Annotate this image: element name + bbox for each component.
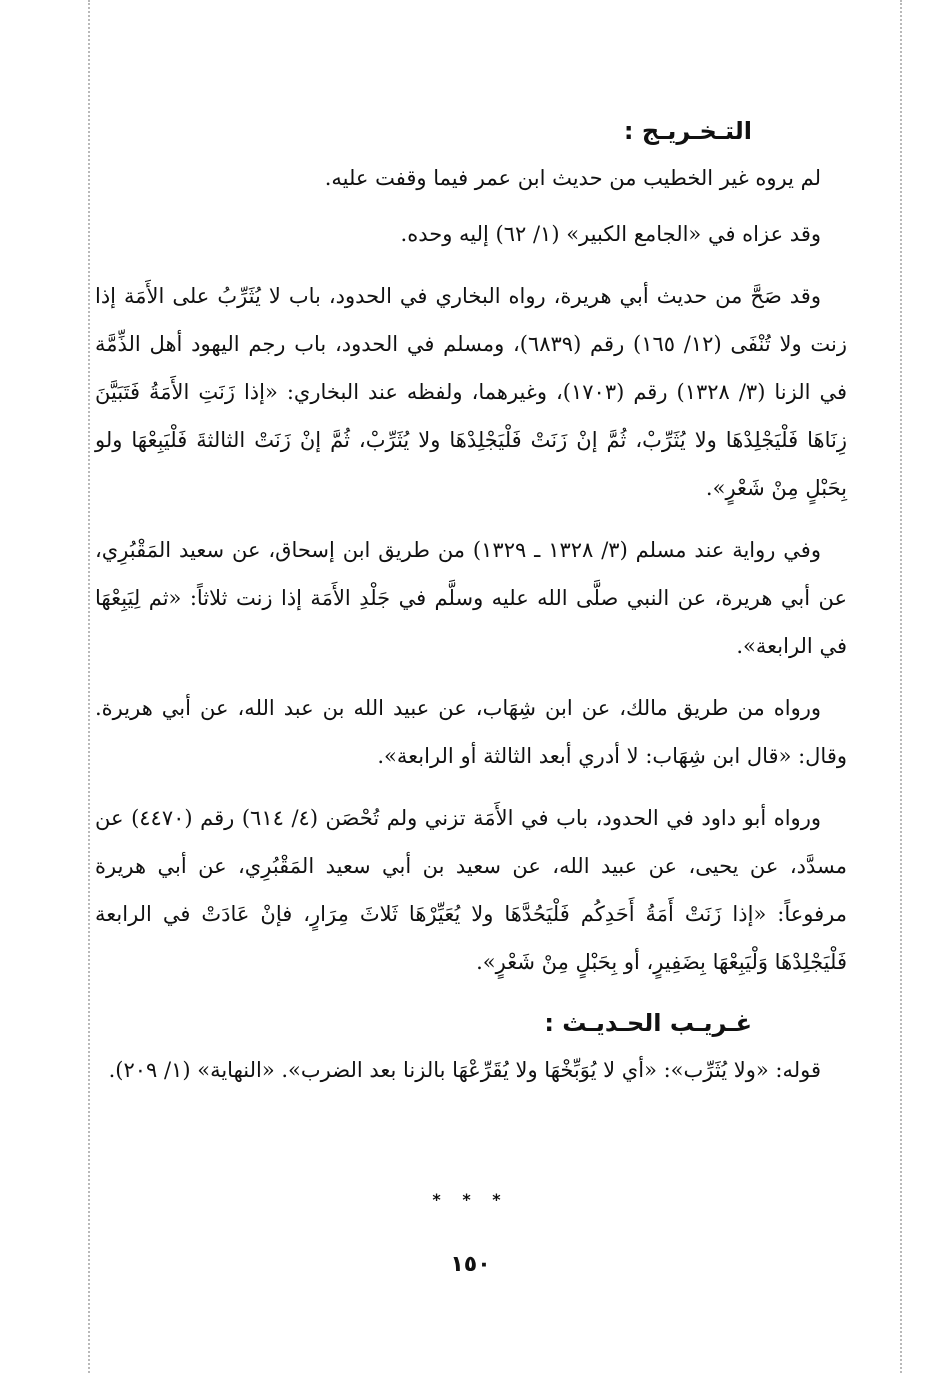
scan-edge-right	[900, 0, 902, 1373]
paragraph-6: ورواه أبو داود في الحدود، باب في الأَمَة تزني ولم تُحْصَن (٤/ ٦١٤) رقم (٤٤٧٠) عن مسدَّد، عن يحيى، عن عبيد الله، عن سعيد بن أبي سعيد المَقْبُرِي، عن أبي هريرة مرفوعاً: «إذا زَنَتْ أَمَةُ أَحَدِكُم فَلْيَحُدَّهَا ولا يُعَيِّرْهَا ثَلاثَ مِرَارٍ، فإنْ عَادَتْ في الرابعة فَلْيَجْلِدْهَا وَلْيَبِعْهَا بِضَفِيرٍ، أو بِحَبْلٍ مِنْ شَعْرٍ».	[95, 806, 847, 974]
page-body	[95, 108, 847, 1098]
paragraph-4: وفي رواية عند مسلم (٣/ ١٣٢٨ ـ ١٣٢٩) من طريق ابن إسحاق، عن سعيد المَقْبُرِي، عن أبي هريرة، عن النبي صلَّى الله عليه وسلَّم في جَلْدِ الأَمَة إذا زنت ثلاثاً: «ثم لِيَبِعْهَا في الرابعة».	[95, 538, 847, 658]
paragraph-1: لم يروه غير الخطيب من حديث ابن عمر فيما وقفت عليه.	[324, 166, 821, 190]
paragraph-7: قوله: «ولا يُثَرِّب»: «أي لا يُوَبِّخْهَا ولا يُقَرِّعْهَا بالزنا بعد الضرب». «النهاية» (١/ ٢٠٩).	[108, 1058, 821, 1082]
section-heading-gharib: غـريـب الحـديـث :	[544, 1009, 752, 1037]
paragraph-5: ورواه من طريق مالك، عن ابن شِهَاب، عن عبيد الله بن عبد الله، عن أبي هريرة. وقال: «قال ابن شِهَاب: لا أدري أبعد الثالثة أو الرابعة».	[95, 696, 847, 768]
paragraph-3: وقد صَحَّ من حديث أبي هريرة، رواه البخاري في الحدود، باب لا يُثَرِّبُ على الأَمَة إذا زنت ولا تُنْفَى (١٢/ ١٦٥) رقم (٦٨٣٩)، ومسلم في الحدود، باب رجم اليهود أهل الذِّمَّة في الزنا (٣/ ١٣٢٨) رقم (١٧٠٣)، وغيرهما، ولفظه عند البخاري: «إذا زَنَتِ الأَمَةُ فَتَبَيَّنَ زِنَاهَا فَلْيَجْلِدْهَا ولا يُثَرِّبْ، ثُمَّ إنْ زَنَتْ فَلْيَجْلِدْهَا ولا يُثَرِّبْ، ثُمَّ إنْ زَنَتْ الثالثةَ فَلْيَبِعْهَا ولو بِحَبْلٍ مِنْ شَعْرٍ».	[95, 284, 847, 500]
section-heading-takhrij: التـخـريـج :	[623, 117, 752, 145]
scan-edge-left	[88, 0, 90, 1373]
paragraph-2: وقد عزاه في «الجامع الكبير» (١/ ٦٢) إليه وحده.	[400, 222, 821, 246]
section-separator: * * *	[432, 1190, 509, 1209]
page-number: ١٥٠	[450, 1252, 491, 1277]
